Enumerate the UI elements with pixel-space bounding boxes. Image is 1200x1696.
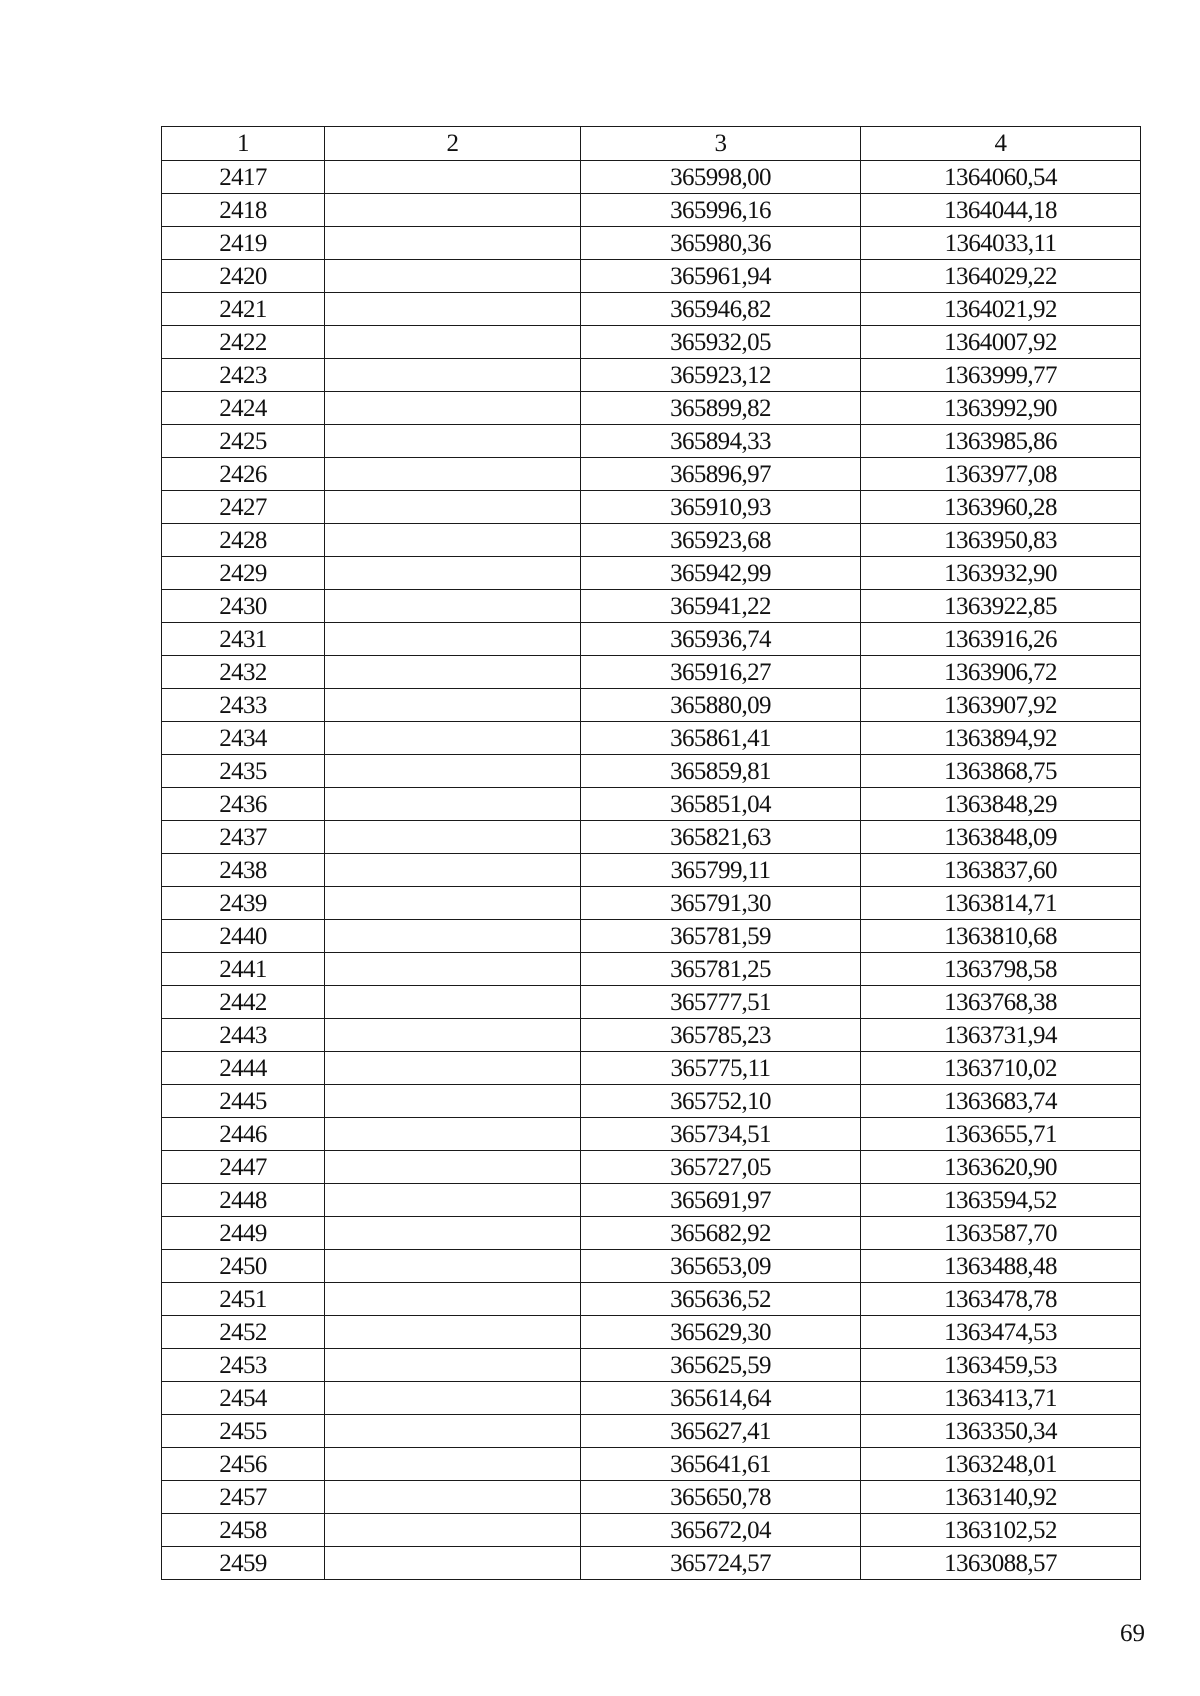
description-cell <box>325 392 581 425</box>
column-header-1: 1 <box>162 127 325 161</box>
y-coordinate-cell: 1363683,74 <box>861 1085 1141 1118</box>
x-coordinate-cell: 365859,81 <box>581 755 861 788</box>
table-row <box>162 920 1141 953</box>
description-cell <box>325 1217 581 1250</box>
y-coordinate-cell: 1363088,57 <box>861 1547 1141 1580</box>
point-number-cell: 2449 <box>162 1217 325 1250</box>
y-coordinate-cell: 1364044,18 <box>861 194 1141 227</box>
x-coordinate-cell: 365636,52 <box>581 1283 861 1316</box>
description-cell <box>325 1250 581 1283</box>
point-number-cell: 2429 <box>162 557 325 590</box>
x-coordinate-cell: 365629,30 <box>581 1316 861 1349</box>
point-number-cell: 2443 <box>162 1019 325 1052</box>
y-coordinate-cell: 1364033,11 <box>861 227 1141 260</box>
description-cell <box>325 227 581 260</box>
y-coordinate-cell: 1363868,75 <box>861 755 1141 788</box>
description-cell <box>325 161 581 194</box>
point-number-cell: 2454 <box>162 1382 325 1415</box>
point-number-cell: 2428 <box>162 524 325 557</box>
description-cell <box>325 1382 581 1415</box>
description-cell <box>325 788 581 821</box>
y-coordinate-cell: 1363587,70 <box>861 1217 1141 1250</box>
y-coordinate-cell: 1363848,29 <box>861 788 1141 821</box>
y-coordinate-cell: 1363960,28 <box>861 491 1141 524</box>
description-cell <box>325 293 581 326</box>
point-number-cell: 2457 <box>162 1481 325 1514</box>
point-number-cell: 2425 <box>162 425 325 458</box>
y-coordinate-cell: 1363248,01 <box>861 1448 1141 1481</box>
table-row <box>162 986 1141 1019</box>
x-coordinate-cell: 365932,05 <box>581 326 861 359</box>
description-cell <box>325 689 581 722</box>
point-number-cell: 2423 <box>162 359 325 392</box>
y-coordinate-cell: 1363478,78 <box>861 1283 1141 1316</box>
table-row <box>162 1184 1141 1217</box>
description-cell <box>325 1184 581 1217</box>
description-cell <box>325 458 581 491</box>
point-number-cell: 2453 <box>162 1349 325 1382</box>
table-row <box>162 1085 1141 1118</box>
y-coordinate-cell: 1364007,92 <box>861 326 1141 359</box>
description-cell <box>325 1019 581 1052</box>
point-number-cell: 2427 <box>162 491 325 524</box>
description-cell <box>325 821 581 854</box>
x-coordinate-cell: 365781,59 <box>581 920 861 953</box>
y-coordinate-cell: 1363140,92 <box>861 1481 1141 1514</box>
description-cell <box>325 623 581 656</box>
x-coordinate-cell: 365614,64 <box>581 1382 861 1415</box>
x-coordinate-cell: 365941,22 <box>581 590 861 623</box>
table-row <box>162 689 1141 722</box>
x-coordinate-cell: 365734,51 <box>581 1118 861 1151</box>
x-coordinate-cell: 365777,51 <box>581 986 861 1019</box>
point-number-cell: 2455 <box>162 1415 325 1448</box>
table-row <box>162 590 1141 623</box>
y-coordinate-cell: 1364029,22 <box>861 260 1141 293</box>
table-row <box>162 557 1141 590</box>
point-number-cell: 2418 <box>162 194 325 227</box>
y-coordinate-cell: 1363985,86 <box>861 425 1141 458</box>
table-row <box>162 1217 1141 1250</box>
y-coordinate-cell: 1363922,85 <box>861 590 1141 623</box>
description-cell <box>325 656 581 689</box>
table-row <box>162 1448 1141 1481</box>
point-number-cell: 2434 <box>162 722 325 755</box>
table-header-row <box>162 127 1141 161</box>
y-coordinate-cell: 1363907,92 <box>861 689 1141 722</box>
description-cell <box>325 326 581 359</box>
description-cell <box>325 1052 581 1085</box>
description-cell <box>325 755 581 788</box>
description-cell <box>325 1514 581 1547</box>
x-coordinate-cell: 365851,04 <box>581 788 861 821</box>
x-coordinate-cell: 365672,04 <box>581 1514 861 1547</box>
table-row <box>162 227 1141 260</box>
description-cell <box>325 557 581 590</box>
x-coordinate-cell: 365775,11 <box>581 1052 861 1085</box>
point-number-cell: 2442 <box>162 986 325 1019</box>
table-row <box>162 524 1141 557</box>
x-coordinate-cell: 365691,97 <box>581 1184 861 1217</box>
description-cell <box>325 1085 581 1118</box>
description-cell <box>325 260 581 293</box>
y-coordinate-cell: 1363620,90 <box>861 1151 1141 1184</box>
table-row <box>162 194 1141 227</box>
point-number-cell: 2437 <box>162 821 325 854</box>
description-cell <box>325 1316 581 1349</box>
point-number-cell: 2424 <box>162 392 325 425</box>
x-coordinate-cell: 365821,63 <box>581 821 861 854</box>
y-coordinate-cell: 1363894,92 <box>861 722 1141 755</box>
table-row <box>162 359 1141 392</box>
point-number-cell: 2417 <box>162 161 325 194</box>
y-coordinate-cell: 1363413,71 <box>861 1382 1141 1415</box>
point-number-cell: 2435 <box>162 755 325 788</box>
table-row <box>162 458 1141 491</box>
table-row <box>162 1415 1141 1448</box>
table-row <box>162 821 1141 854</box>
table-row <box>162 722 1141 755</box>
table-row <box>162 491 1141 524</box>
table-row <box>162 755 1141 788</box>
y-coordinate-cell: 1364021,92 <box>861 293 1141 326</box>
description-cell <box>325 1481 581 1514</box>
description-cell <box>325 524 581 557</box>
table-row <box>162 623 1141 656</box>
description-cell <box>325 1349 581 1382</box>
y-coordinate-cell: 1364060,54 <box>861 161 1141 194</box>
point-number-cell: 2444 <box>162 1052 325 1085</box>
table-row <box>162 1316 1141 1349</box>
point-number-cell: 2439 <box>162 887 325 920</box>
table-row <box>162 425 1141 458</box>
point-number-cell: 2432 <box>162 656 325 689</box>
x-coordinate-cell: 365880,09 <box>581 689 861 722</box>
y-coordinate-cell: 1363459,53 <box>861 1349 1141 1382</box>
x-coordinate-cell: 365899,82 <box>581 392 861 425</box>
y-coordinate-cell: 1363731,94 <box>861 1019 1141 1052</box>
table-row <box>162 953 1141 986</box>
y-coordinate-cell: 1363992,90 <box>861 392 1141 425</box>
coordinates-table-body <box>162 127 1141 1580</box>
description-cell <box>325 722 581 755</box>
table-row <box>162 326 1141 359</box>
y-coordinate-cell: 1363102,52 <box>861 1514 1141 1547</box>
y-coordinate-cell: 1363932,90 <box>861 557 1141 590</box>
table-row <box>162 854 1141 887</box>
y-coordinate-cell: 1363814,71 <box>861 887 1141 920</box>
y-coordinate-cell: 1363655,71 <box>861 1118 1141 1151</box>
description-cell <box>325 1118 581 1151</box>
x-coordinate-cell: 365894,33 <box>581 425 861 458</box>
table-row <box>162 1151 1141 1184</box>
point-number-cell: 2438 <box>162 854 325 887</box>
x-coordinate-cell: 365727,05 <box>581 1151 861 1184</box>
point-number-cell: 2426 <box>162 458 325 491</box>
point-number-cell: 2459 <box>162 1547 325 1580</box>
x-coordinate-cell: 365942,99 <box>581 557 861 590</box>
table-row <box>162 1514 1141 1547</box>
description-cell <box>325 1547 581 1580</box>
description-cell <box>325 953 581 986</box>
x-coordinate-cell: 365916,27 <box>581 656 861 689</box>
point-number-cell: 2433 <box>162 689 325 722</box>
table-row <box>162 656 1141 689</box>
point-number-cell: 2421 <box>162 293 325 326</box>
point-number-cell: 2451 <box>162 1283 325 1316</box>
description-cell <box>325 1448 581 1481</box>
description-cell <box>325 1151 581 1184</box>
point-number-cell: 2445 <box>162 1085 325 1118</box>
table-row <box>162 887 1141 920</box>
description-cell <box>325 986 581 1019</box>
table-row <box>162 1283 1141 1316</box>
y-coordinate-cell: 1363350,34 <box>861 1415 1141 1448</box>
point-number-cell: 2446 <box>162 1118 325 1151</box>
description-cell <box>325 194 581 227</box>
x-coordinate-cell: 365785,23 <box>581 1019 861 1052</box>
x-coordinate-cell: 365861,41 <box>581 722 861 755</box>
table-row <box>162 1019 1141 1052</box>
table-row <box>162 788 1141 821</box>
table-row <box>162 1118 1141 1151</box>
y-coordinate-cell: 1363837,60 <box>861 854 1141 887</box>
point-number-cell: 2441 <box>162 953 325 986</box>
x-coordinate-cell: 365627,41 <box>581 1415 861 1448</box>
y-coordinate-cell: 1363768,38 <box>861 986 1141 1019</box>
description-cell <box>325 920 581 953</box>
description-cell <box>325 854 581 887</box>
coordinates-table <box>161 126 1141 1580</box>
description-cell <box>325 359 581 392</box>
x-coordinate-cell: 365752,10 <box>581 1085 861 1118</box>
page-number: 69 <box>1120 1620 1145 1647</box>
point-number-cell: 2436 <box>162 788 325 821</box>
description-cell <box>325 491 581 524</box>
x-coordinate-cell: 365896,97 <box>581 458 861 491</box>
x-coordinate-cell: 365923,68 <box>581 524 861 557</box>
table-row <box>162 161 1141 194</box>
table-row <box>162 1481 1141 1514</box>
x-coordinate-cell: 365923,12 <box>581 359 861 392</box>
y-coordinate-cell: 1363950,83 <box>861 524 1141 557</box>
description-cell <box>325 1283 581 1316</box>
y-coordinate-cell: 1363594,52 <box>861 1184 1141 1217</box>
point-number-cell: 2448 <box>162 1184 325 1217</box>
point-number-cell: 2447 <box>162 1151 325 1184</box>
table-row <box>162 1382 1141 1415</box>
table-row <box>162 1349 1141 1382</box>
y-coordinate-cell: 1363977,08 <box>861 458 1141 491</box>
description-cell <box>325 425 581 458</box>
point-number-cell: 2452 <box>162 1316 325 1349</box>
point-number-cell: 2431 <box>162 623 325 656</box>
table-row <box>162 293 1141 326</box>
x-coordinate-cell: 365724,57 <box>581 1547 861 1580</box>
x-coordinate-cell: 365650,78 <box>581 1481 861 1514</box>
y-coordinate-cell: 1363710,02 <box>861 1052 1141 1085</box>
point-number-cell: 2440 <box>162 920 325 953</box>
x-coordinate-cell: 365625,59 <box>581 1349 861 1382</box>
column-header-4: 4 <box>861 127 1141 161</box>
x-coordinate-cell: 365799,11 <box>581 854 861 887</box>
point-number-cell: 2458 <box>162 1514 325 1547</box>
y-coordinate-cell: 1363848,09 <box>861 821 1141 854</box>
point-number-cell: 2450 <box>162 1250 325 1283</box>
x-coordinate-cell: 365996,16 <box>581 194 861 227</box>
column-header-2: 2 <box>325 127 581 161</box>
point-number-cell: 2430 <box>162 590 325 623</box>
y-coordinate-cell: 1363916,26 <box>861 623 1141 656</box>
point-number-cell: 2422 <box>162 326 325 359</box>
point-number-cell: 2420 <box>162 260 325 293</box>
description-cell <box>325 1415 581 1448</box>
y-coordinate-cell: 1363798,58 <box>861 953 1141 986</box>
y-coordinate-cell: 1363906,72 <box>861 656 1141 689</box>
y-coordinate-cell: 1363474,53 <box>861 1316 1141 1349</box>
y-coordinate-cell: 1363810,68 <box>861 920 1141 953</box>
table-row <box>162 1250 1141 1283</box>
x-coordinate-cell: 365980,36 <box>581 227 861 260</box>
table-row <box>162 1052 1141 1085</box>
x-coordinate-cell: 365910,93 <box>581 491 861 524</box>
column-header-3: 3 <box>581 127 861 161</box>
x-coordinate-cell: 365682,92 <box>581 1217 861 1250</box>
x-coordinate-cell: 365998,00 <box>581 161 861 194</box>
x-coordinate-cell: 365781,25 <box>581 953 861 986</box>
x-coordinate-cell: 365946,82 <box>581 293 861 326</box>
table-row <box>162 1547 1141 1580</box>
x-coordinate-cell: 365791,30 <box>581 887 861 920</box>
description-cell <box>325 887 581 920</box>
table-row <box>162 260 1141 293</box>
x-coordinate-cell: 365961,94 <box>581 260 861 293</box>
point-number-cell: 2419 <box>162 227 325 260</box>
table-row <box>162 392 1141 425</box>
point-number-cell: 2456 <box>162 1448 325 1481</box>
x-coordinate-cell: 365641,61 <box>581 1448 861 1481</box>
x-coordinate-cell: 365653,09 <box>581 1250 861 1283</box>
description-cell <box>325 590 581 623</box>
x-coordinate-cell: 365936,74 <box>581 623 861 656</box>
y-coordinate-cell: 1363999,77 <box>861 359 1141 392</box>
y-coordinate-cell: 1363488,48 <box>861 1250 1141 1283</box>
